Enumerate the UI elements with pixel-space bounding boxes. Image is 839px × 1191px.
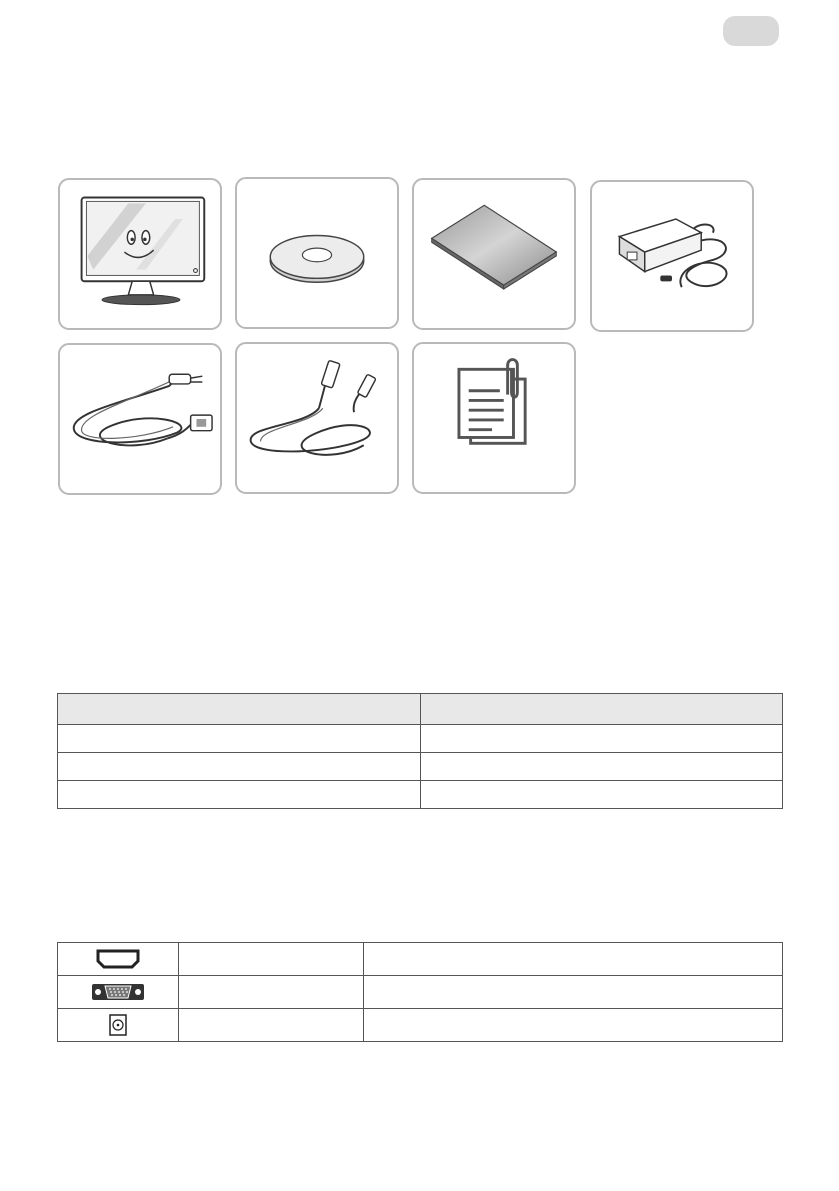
spec-cell	[421, 753, 783, 781]
spec-cell	[58, 781, 421, 809]
table-row	[58, 725, 783, 753]
package-item-manual	[412, 178, 576, 330]
port-icon-cell	[58, 943, 179, 976]
documents-icon	[414, 344, 574, 492]
table-row	[58, 1009, 783, 1042]
package-item-cd	[235, 177, 399, 329]
package-item-power-adapter	[590, 180, 754, 332]
spec-header-cell	[58, 694, 421, 725]
package-item-usb-cable	[235, 342, 399, 494]
vga-port-icon	[91, 982, 145, 1002]
table-row	[58, 753, 783, 781]
table-row	[58, 976, 783, 1009]
spec-cell	[421, 725, 783, 753]
usb-cable-icon	[237, 344, 397, 492]
port-name	[179, 976, 364, 1009]
page-number-badge	[723, 16, 779, 46]
port-description	[364, 976, 783, 1009]
port-icon-cell	[58, 976, 179, 1009]
manual-booklet-icon	[414, 180, 574, 328]
table-row	[58, 781, 783, 809]
power-adapter-icon	[592, 182, 752, 330]
spec-table	[57, 693, 783, 809]
port-name	[179, 1009, 364, 1042]
spec-cell	[58, 725, 421, 753]
dc-in-port-icon	[108, 1013, 128, 1037]
port-description	[364, 1009, 783, 1042]
spec-cell	[421, 781, 783, 809]
ports-table	[57, 942, 783, 1042]
package-item-documents	[412, 342, 576, 494]
power-cord-icon	[60, 345, 220, 493]
table-row	[58, 943, 783, 976]
package-item-monitor	[58, 178, 222, 330]
port-icon-cell	[58, 1009, 179, 1042]
spec-cell	[58, 753, 421, 781]
port-name	[179, 943, 364, 976]
cd-disc-icon	[237, 179, 397, 327]
hdmi-port-icon	[94, 948, 142, 970]
package-item-power-cord	[58, 343, 222, 495]
spec-header-cell	[421, 694, 783, 725]
port-description	[364, 943, 783, 976]
spec-table-header	[58, 694, 783, 725]
monitor-icon	[60, 180, 220, 328]
